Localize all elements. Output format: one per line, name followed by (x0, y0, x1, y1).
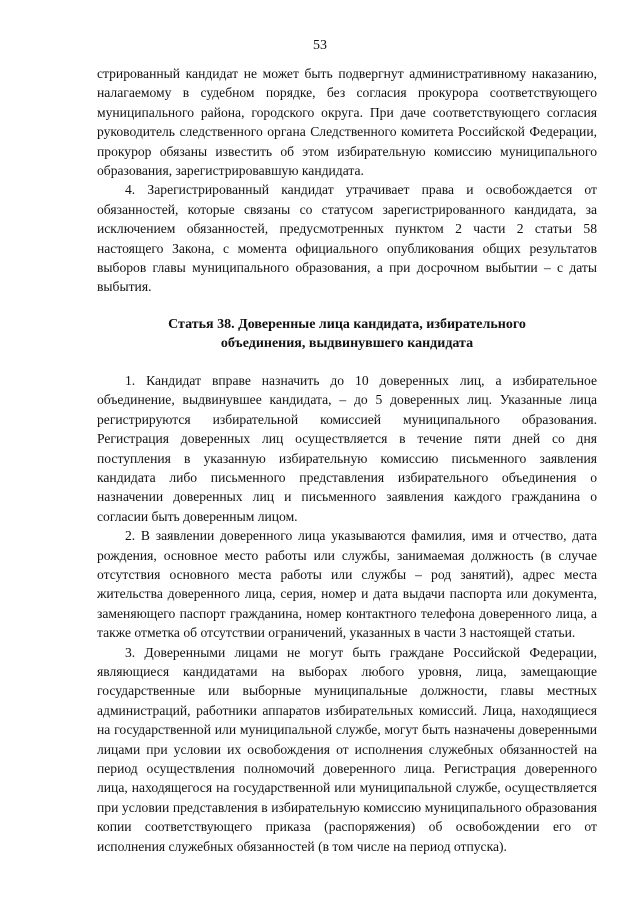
article-heading-line-1: Статья 38. Доверенные лица кандидата, избирательного (168, 316, 526, 332)
page-number: 53 (313, 38, 327, 53)
paragraph-clause-4: 4. Зарегистрированный кандидат утрачивает права и освобождается от обязанностей, которые связаны со статусом зарегистрированного кандидата, за исключением обязанностей, предусмотренных пунктом 2 части 2 статьи 58 настоящего Закона, с момента официального опубликования общих результатов выборов главы муниципального образования, а при досрочном выбытии – с даты выбытия. (97, 182, 597, 295)
document-body (97, 64, 597, 856)
paragraph-article-38-part-2: 2. В заявлении доверенного лица указываются фамилия, имя и отчество, дата рождения, основное место работы или службы, занимаемая должность (в случае отсутствия основного места работы или службы – род занятий), адрес места жительства доверенного лица, серия, номер и дата выдачи паспорта или документа, заменяющего паспорт гражданина, номер контактного телефона доверенного лица, а также отметка об отсутствии ограничений, указанных в части 3 настоящей статьи. (97, 528, 597, 641)
paragraph-article-38-part-3: 3. Доверенными лицами не могут быть граждане Российской Федерации, являющиеся кандидатами на выборах любого уровня, лица, замещающие государственные или выборные муниципальные должности, главы местных администраций, работники аппаратов избирательных комиссий. Лица, находящиеся на государственной или муниципальной службе, могут быть назначены доверенными лицами при условии их освобождения от исполнения служебных обязанностей на период осуществления полномочий доверенного лица. Регистрация доверенного лица, находящегося на государственной или муниципальной службе, осуществляется при условии представления в избирательную комиссию муниципального образования копии соответствующего приказа (распоряжения) об освобождении его от исполнения служебных обязанностей (в том числе на период отпуска). (97, 644, 597, 854)
article-heading-line-2: объединения, выдвинувшего кандидата (220, 336, 474, 352)
article-38-heading (97, 315, 597, 354)
paragraph-article-38-part-1: 1. Кандидат вправе назначить до 10 доверенных лиц, а избирательное объединение, выдвинувшее кандидата, – до 5 доверенных лиц. Указанные лица регистрируются избирательной комиссией муниципального образования. Регистрация доверенных лиц осуществляется в течение пяти дней со дня поступления в указанную избирательную комиссию письменного заявления кандидата либо письменного представления избирательного объединения о назначении доверенных лиц и письменного заявления каждого гражданина о согласии быть доверенным лицом. (97, 372, 597, 524)
paragraph-continuation: стрированный кандидат не может быть подвергнут административному наказанию, налагаемому в судебном порядке, без согласия прокурора соответствующего муниципального района, городского округа. При даче соответствующего согласия руководитель следственного органа Следственного комитета Российской Федерации, прокурор обязаны известить об этом избирательную комиссию муниципального образования, зарегистрировавшую кандидата. (97, 66, 597, 179)
